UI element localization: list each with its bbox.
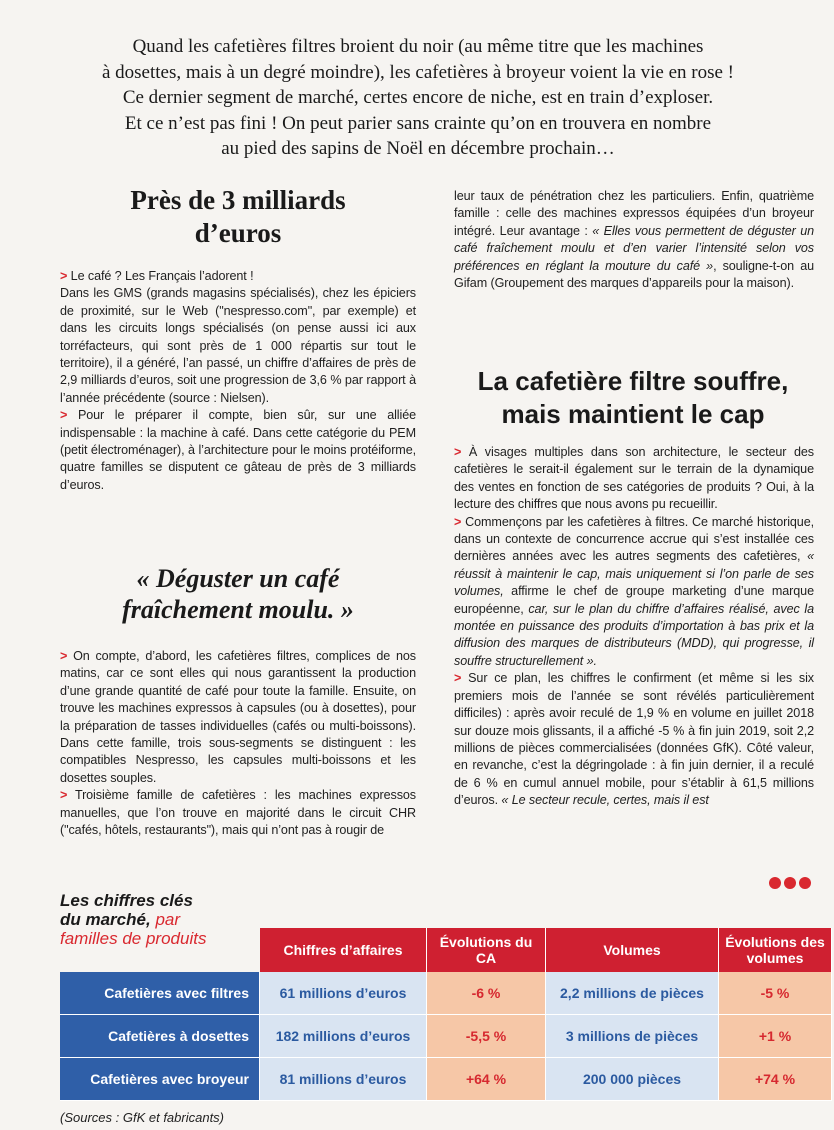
table-row (60, 972, 832, 1015)
paragraph: On compte, d’abord, les cafetières filtres, complices de nos matins, car ce sont elles qui nous garantissent la production d’une grande quantité de café pour toute la famille. Ensuite, on trouve les machines expressos à capsules (ou à dosettes), pour la préparation de tasses individuelles (cafés ou multi-boissons). Dans cette famille, trois sous-segments se distinguent : les compatibles Nespresso, les capsules multi-boissons et les dosettes souples. (60, 649, 416, 785)
row-label: Cafetières avec filtres (60, 972, 260, 1015)
table-header: Évolutions du CA (427, 928, 546, 972)
pull-quote (60, 563, 416, 625)
quote-text: « Le secteur recule, certes, mais il est (501, 793, 709, 808)
paragraph: Sur ce plan, les chiffres le confirment (et même si les six premiers mois de l’année se sont révélés particulièrement difficiles) : après avoir reculé de 1,9 % en volume en juillet 2018 sur douze mois glissants, il a affiché -5 % à fin juin 2019, soit 2,2 millions de pièces commercialisées (données GfK). Côté valeur, en revanche, c’est la dégringolade : à fin juin dernier, il a reculé de 6 % en cumul annuel mobile, pour s’établir à 61,5 millions d’euros. (454, 671, 814, 808)
section2-body (60, 648, 416, 839)
paragraph: Pour le préparer il compte, bien sûr, sur une alliée indispensable : la machine à café. Dans cette catégorie du PEM (petit électroménager), à l’architecture pour le moins protéiforme, quatre familles se disputent ce gâteau de près de 3 milliards d’euros. (60, 408, 416, 492)
heading-line: La cafetière filtre souffre, (477, 366, 789, 396)
arrow-bullet-icon: > (454, 671, 462, 686)
table-cell: -5,5 % (427, 1015, 546, 1058)
arrow-bullet-icon: > (454, 445, 462, 459)
section1-body (60, 268, 416, 494)
section-heading-milliards (60, 184, 416, 250)
arrow-bullet-icon: > (60, 788, 68, 803)
table-cell: 2,2 millions de pièces (546, 972, 719, 1015)
table-header: Évolutions des volumes (719, 928, 832, 972)
key-figures-table (60, 928, 832, 1101)
section3-body (454, 444, 814, 810)
table-cell: 3 millions de pièces (546, 1015, 719, 1058)
table-cell: 61 millions d’euros (260, 972, 427, 1015)
table-title-accent: par (155, 910, 181, 929)
table-cell: +1 % (719, 1015, 832, 1058)
right-column-top (454, 188, 814, 292)
table-cell: -6 % (427, 972, 546, 1015)
intro-paragraph (40, 34, 796, 162)
arrow-bullet-icon: > (454, 514, 462, 529)
table-cell: 200 000 pièces (546, 1058, 719, 1101)
table-cell: 81 millions d’euros (260, 1058, 427, 1101)
paragraph: À visages multiples dans son architecture, le secteur des cafetières le serait-il également sur le terrain de la dynamique des ventes en fonction de ses catégories de produits ? Oui, à la lecture des chiffres que nous avons pu recueillir. (454, 445, 815, 512)
paragraph: Commençons par les cafetières à filtres. Ce marché historique, dans un contexte de concurrence accrue qui s’est installée ces dernières années avec les autres segments des cafetières, (454, 514, 815, 564)
row-label: Cafetières avec broyeur (60, 1058, 260, 1101)
row-label: Cafetières à dosettes (60, 1015, 260, 1058)
arrow-bullet-icon: > (60, 408, 68, 423)
table-title-line: du marché, (60, 910, 151, 929)
table-header-empty (60, 928, 260, 972)
table-row (60, 1015, 832, 1058)
table-title-accent: familles de produits (60, 929, 207, 948)
continuation-dots-icon (766, 876, 811, 894)
paragraph: affirme le chef de groupe marketing d’une marque européenne, (454, 584, 814, 616)
table-header-row (60, 928, 832, 972)
section-heading-cafetiere-filtre (446, 365, 820, 431)
table-header: Chiffres d’affaires (260, 928, 427, 972)
heading-line: d’euros (194, 218, 282, 248)
table-header: Volumes (546, 928, 719, 972)
paragraph: Troisième famille de cafetières : les machines expressos manuelles, que l’on trouve en majorité dans le circuit CHR ("cafés, hôtels, restaurants"), mais qui n’ont pas à rougir de (60, 788, 416, 838)
quote-line: « Déguster un café (136, 564, 340, 593)
table-source: (Sources : GfK et fabricants) (60, 1110, 225, 1125)
intro-line: Et ce n’est pas fini ! On peut parier sans crainte qu’on en trouvera en nombre (124, 112, 712, 134)
paragraph: leur taux de pénétration chez les particuliers. Enfin, quatrième famille : celle des machines expressos équipées d’un broyeur intégré. Leur avantage : (454, 189, 814, 238)
arrow-bullet-icon: > (60, 649, 68, 663)
quote-text: car, sur le plan du chiffre d’affaires réalisé, avec la montée en puissance des produits d’importation à bas prix et la diffusion des marques de distributeurs (MDD), qui progresse, il souffre structurellement ». (454, 601, 815, 668)
paragraph: Dans les GMS (grands magasins spécialisés), chez les épiciers de proximité, sur le Web ("nespresso.com", par exemple) et dans les circuits longs spécialisés (on pense aussi ici aux torréfacteurs, qui sont près de 1 000 répartis sur tout le territoire), il a généré, l’an passé, un chiffre d’affaires de près de 2,9 milliards d’euros, soit une progression de 3,6 % par rapport à l’année précédente (source : Nielsen). (60, 286, 416, 405)
paragraph: , souligne-t-on au Gifam (Groupement des marques d’appareils pour la maison). (454, 258, 815, 291)
table-row (60, 1058, 832, 1101)
table-title-line: Les chiffres clés (60, 891, 193, 910)
intro-line: Ce dernier segment de marché, certes encore de niche, est en train d’exploser. (122, 87, 714, 108)
table-cell: 182 millions d’euros (260, 1015, 427, 1058)
paragraph-lead: Le café ? Les Français l’adorent ! (70, 269, 254, 283)
table-cell: +64 % (427, 1058, 546, 1101)
quote-line: fraîchement moulu. » (122, 595, 354, 624)
intro-line: à dosettes, mais à un degré moindre), les cafetières à broyeur voient la vie en rose ! (101, 61, 735, 83)
arrow-bullet-icon: > (60, 269, 68, 283)
heading-line: mais maintient le cap (501, 399, 765, 429)
heading-line: Près de 3 milliards (130, 185, 346, 215)
quote-text: « réussit à maintenir le cap, mais uniquement si l’on parle de ses volumes, (454, 549, 814, 599)
quote-text: « Elles vous permettent de déguster un café fraîchement moulu et d’en varier l’intensité selon vos préférences en réglant la mouture du café » (454, 223, 815, 273)
intro-line: au pied des sapins de Noël en décembre prochain… (221, 138, 615, 159)
table-cell: -5 % (719, 972, 832, 1015)
intro-line: Quand les cafetières filtres broient du noir (au même titre que les machines (132, 36, 704, 57)
table-cell: +74 % (719, 1058, 832, 1101)
